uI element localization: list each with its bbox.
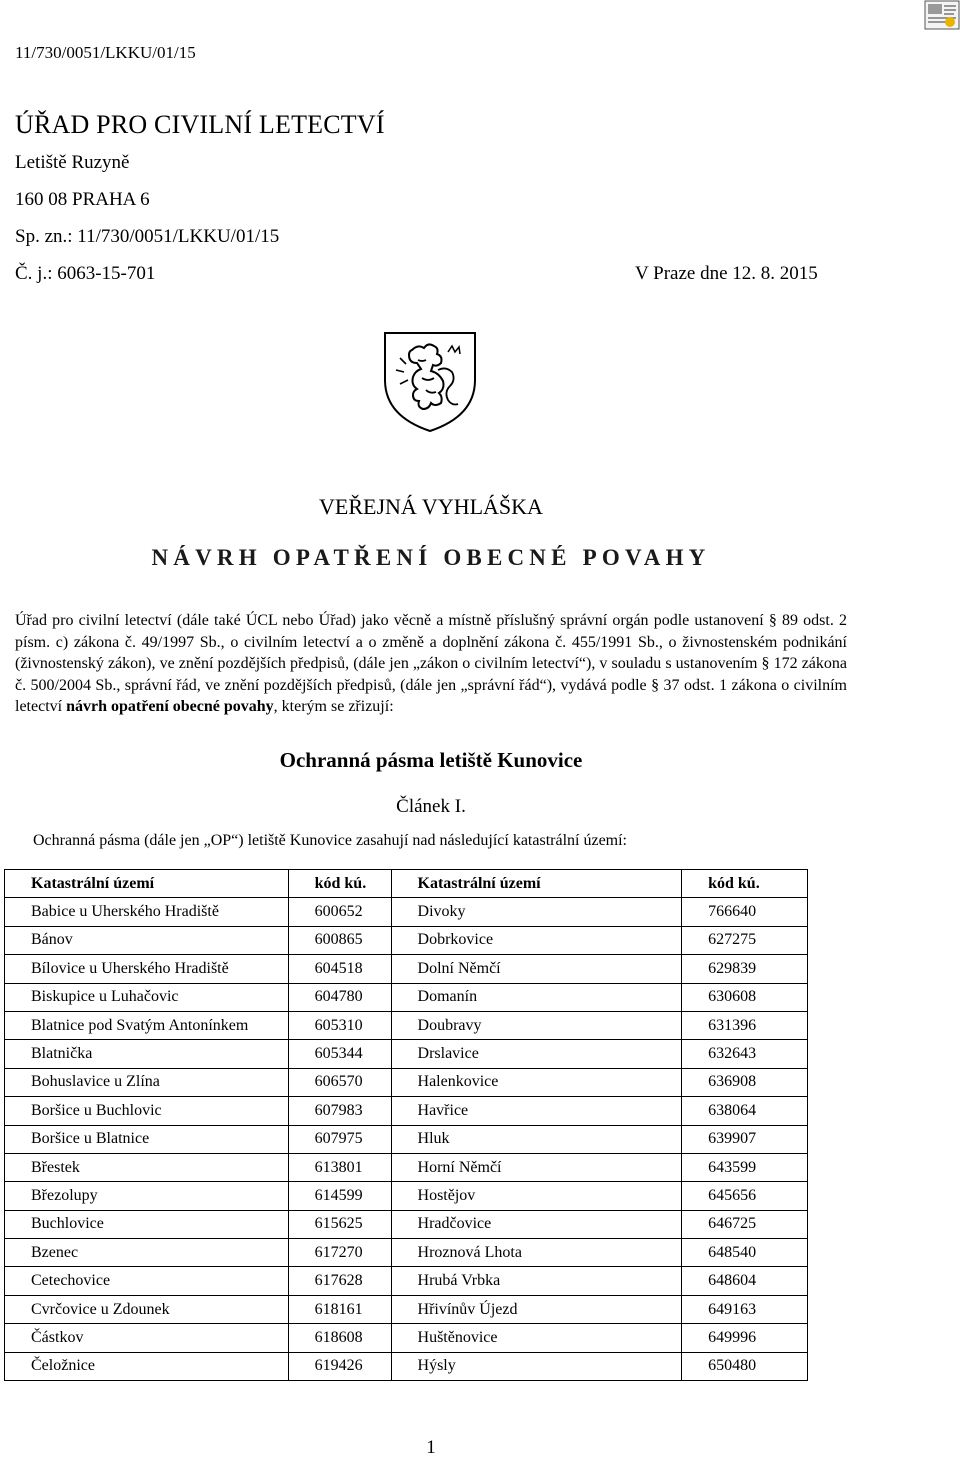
cadastral-code-cell: 645656 xyxy=(682,1182,808,1210)
cadastral-code-cell: 605310 xyxy=(288,1011,391,1039)
cadastral-code-cell: 627275 xyxy=(682,926,808,954)
cadastral-code-cell: 617628 xyxy=(288,1267,391,1295)
corner-badge-icon xyxy=(924,0,960,30)
cadastral-name-cell: Havřice xyxy=(391,1097,682,1125)
cadastral-name-cell: Bohuslavice u Zlína xyxy=(5,1068,289,1096)
cadastral-code-cell: 619426 xyxy=(288,1352,391,1380)
table-row xyxy=(5,898,808,926)
cadastral-code-cell: 639907 xyxy=(682,1125,808,1153)
cadastral-name-cell: Blatnička xyxy=(5,1040,289,1068)
cadastral-name-cell: Divoky xyxy=(391,898,682,926)
table-row xyxy=(5,1295,808,1323)
document-date: V Praze dne 12. 8. 2015 xyxy=(635,263,818,284)
cadastral-name-cell: Částkov xyxy=(5,1324,289,1352)
reference-number: Č. j.: 6063-15-701 xyxy=(15,263,156,284)
table-row xyxy=(5,1324,808,1352)
cadastral-name-cell: Bílovice u Uherského Hradiště xyxy=(5,955,289,983)
cadastral-name-cell: Březolupy xyxy=(5,1182,289,1210)
cadastral-name-cell: Břestek xyxy=(5,1153,289,1181)
article-heading: Článek I. xyxy=(396,796,466,817)
address-line-1: Letiště Ruzyně xyxy=(15,152,130,173)
column-header: kód kú. xyxy=(682,870,808,898)
table-row xyxy=(5,1097,808,1125)
cadastral-code-cell: 613801 xyxy=(288,1153,391,1181)
intro-text: Úřad pro civilní letectví (dále také ÚCL nebo Úřad) jako věcně a místně příslušný správní orgán podle ustanovení § 89 odst. 2 písm. c) zákona č. 49/1997 Sb., o civilním letectví a o změně a doplnění zákona č. 455/1991 Sb., o živnostenském podnikání (živnostenský zákon), ve znění pozdějších předpisů, (dále jen „zákon o civilním letectví“), v souladu s ustanovením § 172 zákona č. 500/2004 Sb., správní řád, ve znění pozdějších předpisů, (dále jen „správní řád“), vydává podle § 37 odst. 1 zákona o civilním letectví xyxy=(15,612,847,716)
table-row xyxy=(5,983,808,1011)
cadastral-name-cell: Doubravy xyxy=(391,1011,682,1039)
cadastral-code-cell: 636908 xyxy=(682,1068,808,1096)
cadastral-name-cell: Dobrkovice xyxy=(391,926,682,954)
cadastral-code-cell: 648604 xyxy=(682,1267,808,1295)
cadastral-name-cell: Hřivínův Újezd xyxy=(391,1295,682,1323)
subject-heading: Ochranná pásma letiště Kunovice xyxy=(279,748,583,772)
cadastral-code-cell: 766640 xyxy=(682,898,808,926)
table-row xyxy=(5,1153,808,1181)
address-line-2: 160 08 PRAHA 6 xyxy=(15,189,150,210)
document-type-title: VEŘEJNÁ VYHLÁŠKA xyxy=(319,494,543,519)
cadastral-code-cell: 646725 xyxy=(682,1210,808,1238)
intro-bold-text: návrh opatření obecné povahy xyxy=(66,698,274,716)
cadastral-code-cell: 629839 xyxy=(682,955,808,983)
coat-of-arms-icon xyxy=(382,330,478,434)
cadastral-name-cell: Cetechovice xyxy=(5,1267,289,1295)
cadastral-name-cell: Hrubá Vrbka xyxy=(391,1267,682,1295)
page-number: 1 xyxy=(426,1437,436,1458)
cadastral-name-cell: Boršice u Blatnice xyxy=(5,1125,289,1153)
cadastral-code-cell: 643599 xyxy=(682,1153,808,1181)
cadastral-name-cell: Bánov xyxy=(5,926,289,954)
table-row xyxy=(5,1125,808,1153)
table-row xyxy=(5,1352,808,1380)
cadastral-name-cell: Dolní Němčí xyxy=(391,955,682,983)
table-row xyxy=(5,955,808,983)
protection-zone-text: Ochranná pásma (dále jen „OP“) letiště Kunovice zasahují nad následující katastrální území: xyxy=(33,832,627,849)
column-header: kód kú. xyxy=(288,870,391,898)
table-row xyxy=(5,1068,808,1096)
table-row xyxy=(5,1210,808,1238)
cadastral-code-cell: 605344 xyxy=(288,1040,391,1068)
cadastral-code-cell: 638064 xyxy=(682,1097,808,1125)
organization-name: ÚŘAD PRO CIVILNÍ LETECTVÍ xyxy=(15,110,385,139)
cadastral-code-cell: 648540 xyxy=(682,1239,808,1267)
cadastral-name-cell: Boršice u Buchlovic xyxy=(5,1097,289,1125)
cadastral-code-cell: 617270 xyxy=(288,1239,391,1267)
cadastral-name-cell: Babice u Uherského Hradiště xyxy=(5,898,289,926)
cadastral-table xyxy=(4,869,808,1381)
cadastral-name-cell: Hýsly xyxy=(391,1352,682,1380)
cadastral-code-cell: 650480 xyxy=(682,1352,808,1380)
cadastral-code-cell: 649996 xyxy=(682,1324,808,1352)
document-reference: 11/730/0051/LKKU/01/15 xyxy=(15,43,196,62)
column-header: Katastrální území xyxy=(391,870,682,898)
cadastral-name-cell: Drslavice xyxy=(391,1040,682,1068)
table-row xyxy=(5,1239,808,1267)
cadastral-name-cell: Bzenec xyxy=(5,1239,289,1267)
cadastral-code-cell: 600652 xyxy=(288,898,391,926)
file-number: Sp. zn.: 11/730/0051/LKKU/01/15 xyxy=(15,226,280,247)
cadastral-code-cell: 618608 xyxy=(288,1324,391,1352)
cadastral-code-cell: 606570 xyxy=(288,1068,391,1096)
cadastral-code-cell: 607975 xyxy=(288,1125,391,1153)
cadastral-name-cell: Hostějov xyxy=(391,1182,682,1210)
intro-text-end: , kterým se zřizují: xyxy=(273,698,394,716)
cadastral-code-cell: 600865 xyxy=(288,926,391,954)
column-header: Katastrální území xyxy=(5,870,289,898)
cadastral-code-cell: 607983 xyxy=(288,1097,391,1125)
cadastral-name-cell: Buchlovice xyxy=(5,1210,289,1238)
cadastral-code-cell: 632643 xyxy=(682,1040,808,1068)
cadastral-name-cell: Huštěnovice xyxy=(391,1324,682,1352)
cadastral-name-cell: Hroznová Lhota xyxy=(391,1239,682,1267)
cadastral-name-cell: Cvrčovice u Zdounek xyxy=(5,1295,289,1323)
cadastral-code-cell: 614599 xyxy=(288,1182,391,1210)
cadastral-name-cell: Biskupice u Luhačovic xyxy=(5,983,289,1011)
cadastral-code-cell: 615625 xyxy=(288,1210,391,1238)
cadastral-code-cell: 631396 xyxy=(682,1011,808,1039)
cadastral-code-cell: 649163 xyxy=(682,1295,808,1323)
cadastral-name-cell: Horní Němčí xyxy=(391,1153,682,1181)
cadastral-code-cell: 630608 xyxy=(682,983,808,1011)
cadastral-name-cell: Hradčovice xyxy=(391,1210,682,1238)
cadastral-name-cell: Hluk xyxy=(391,1125,682,1153)
table-row xyxy=(5,1011,808,1039)
cadastral-name-cell: Čeložnice xyxy=(5,1352,289,1380)
table-row xyxy=(5,926,808,954)
cadastral-code-cell: 604518 xyxy=(288,955,391,983)
cadastral-name-cell: Halenkovice xyxy=(391,1068,682,1096)
document-main-title: NÁVRH OPATŘENÍ OBECNÉ POVAHY xyxy=(151,545,711,570)
table-header-row xyxy=(5,870,808,898)
table-row xyxy=(5,1182,808,1210)
cadastral-code-cell: 604780 xyxy=(288,983,391,1011)
cadastral-code-cell: 618161 xyxy=(288,1295,391,1323)
cadastral-name-cell: Blatnice pod Svatým Antonínkem xyxy=(5,1011,289,1039)
cadastral-name-cell: Domanín xyxy=(391,983,682,1011)
table-row xyxy=(5,1267,808,1295)
intro-paragraph xyxy=(15,610,847,718)
table-row xyxy=(5,1040,808,1068)
